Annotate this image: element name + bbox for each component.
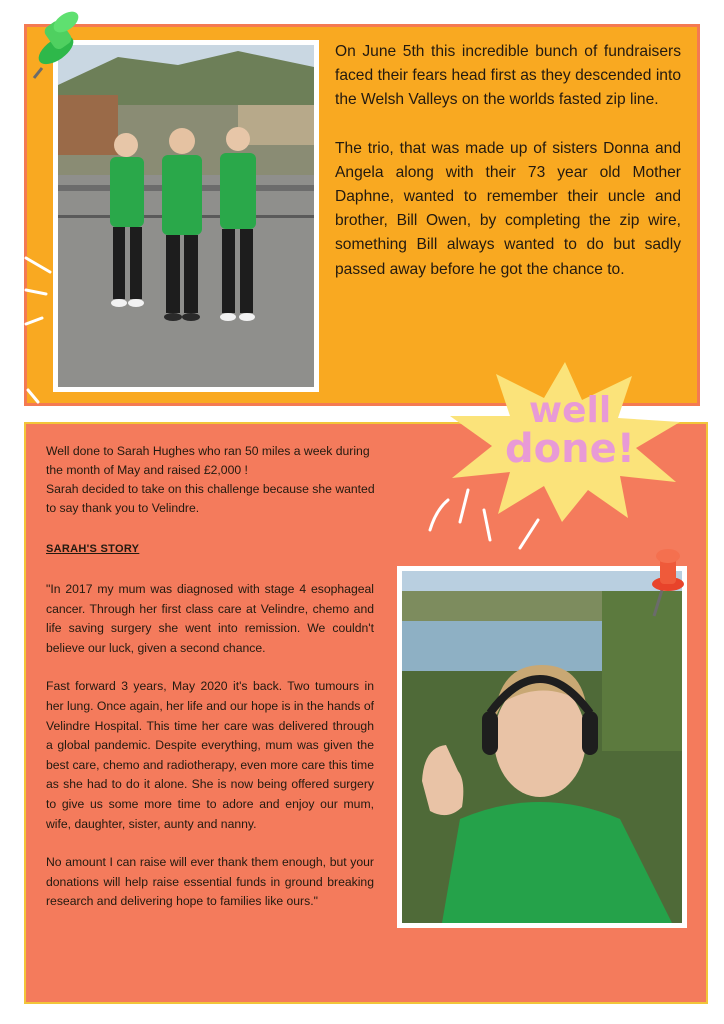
story-paragraph-2: Fast forward 3 years, May 2020 it's back. Two tumours in her lung. Once again, her life and our hope is in the hands of Velindre Hospital. This time her care was delivered through a global pandemic. Despite everything, mum was given the best care, chemo and radiotherapy, even more care this time as she had to do it alone. She is now being offered surgery to give us some more time to adore and enjoy our mum, wife, daughter, sister, aunty and nanny. (46, 679, 374, 831)
zipline-trio-illustration (58, 45, 314, 387)
zipline-trio-photo (53, 40, 319, 392)
badge-text-line2: done! (505, 426, 635, 472)
sarah-selfie-illustration (402, 571, 682, 923)
intro-line-2: Sarah decided to take on this challenge because she wanted to say thank you to Velindre. (46, 482, 375, 515)
red-pushpin-icon (646, 544, 692, 618)
story-paragraph-3: No amount I can raise will ever thank them enough, but your donations will help raise essential funds in ground breaking research and delivering hope to families like ours." (46, 855, 374, 909)
zipline-story (335, 40, 681, 306)
story-heading: SARAH'S STORY (46, 543, 140, 555)
sarah-selfie-image (402, 571, 682, 923)
sarah-selfie-photo (397, 566, 687, 928)
zipline-trio-image (58, 45, 314, 387)
left-spark-decoration (22, 250, 62, 410)
badge-text-line1: well (528, 390, 612, 431)
well-done-badge (440, 356, 690, 526)
zipline-paragraph-2: The trio, that was made up of sisters Donna and Angela along with their 73 year old Mother Daphne, wanted to remember their uncle and brother, Bill Owen, by completing the zip wire, something Bill always wanted to do but sadly passed away before he got the chance to. (335, 139, 681, 278)
sarah-intro (46, 442, 386, 518)
sarah-story (46, 580, 374, 931)
intro-line-1: Well done to Sarah Hughes who ran 50 miles a week during the month of May and raised £2,000 ! (46, 444, 370, 477)
zipline-paragraph-1: On June 5th this incredible bunch of fundraisers faced their fears head first as they descended into the Welsh Valleys on the worlds fasted zip line. (335, 43, 681, 109)
green-pushpin-icon (28, 10, 82, 80)
story-paragraph-1: "In 2017 my mum was diagnosed with stage 4 esophageal cancer. Through her first class care at Velindre, chemo and life saving surgery she went into remission. We couldn't believe our luck, given a second chance. (46, 582, 374, 655)
